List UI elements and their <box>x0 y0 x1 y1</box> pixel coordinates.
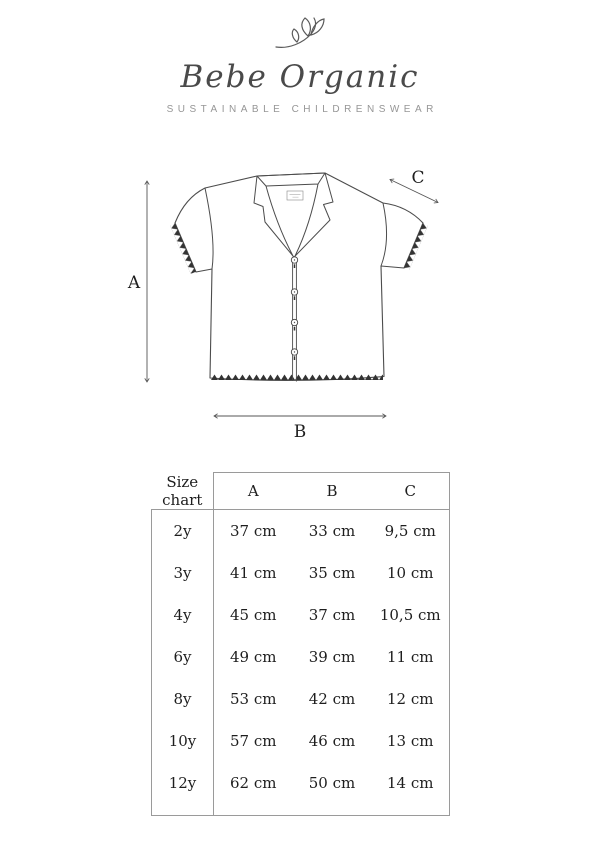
size-chart-table <box>151 472 450 816</box>
measure-label-a: A <box>127 273 141 293</box>
table-row <box>152 636 450 678</box>
measurement-cell-b: 50 cm <box>308 774 356 792</box>
column-header-a: A <box>214 473 293 510</box>
measurement-cell-c: 14 cm <box>372 762 450 804</box>
measurement-cell-b: 35 cm <box>308 564 356 582</box>
measurement-cell-b: 33 cm <box>308 522 356 540</box>
table-row <box>152 510 450 553</box>
measurement-cell-c: 10,5 cm <box>372 594 450 636</box>
size-chart-corner-label: Size chart <box>152 473 214 510</box>
measure-label-b: B <box>293 422 307 442</box>
size-cell: 3y <box>152 552 214 594</box>
size-cell: 12y <box>152 762 214 804</box>
measurement-cell-c: 9,5 cm <box>372 510 450 553</box>
measurement-cell-a: 57 cm <box>230 732 277 750</box>
measurement-cell-c: 13 cm <box>372 720 450 762</box>
brand-name: Bebe Organic <box>180 59 420 95</box>
measurement-cell-b: 39 cm <box>308 648 356 666</box>
measurement-cell-c: 12 cm <box>372 678 450 720</box>
measurement-cell-c: 11 cm <box>372 636 450 678</box>
table-row <box>152 594 450 636</box>
measurement-cell-a: 62 cm <box>230 774 277 792</box>
table-row <box>152 552 450 594</box>
table-spacer-row <box>152 804 450 816</box>
size-cell: 2y <box>152 510 214 553</box>
measurement-cell-a: 45 cm <box>230 606 277 624</box>
column-header-c: C <box>372 473 450 510</box>
measurement-cell-c: 10 cm <box>372 552 450 594</box>
brand-tagline: SUSTAINABLE CHILDRENSWEAR <box>166 104 438 115</box>
shirt-body-outline <box>175 173 423 380</box>
table-header-row <box>152 473 450 510</box>
size-cell: 4y <box>152 594 214 636</box>
size-cell: 10y <box>152 720 214 762</box>
hem-zigzag-trim <box>211 375 383 381</box>
measure-label-c: C <box>411 168 425 188</box>
shirt-drawing <box>170 173 428 382</box>
measurement-cell-a: 37 cm <box>230 522 277 540</box>
measurement-cell-a: 41 cm <box>230 564 277 582</box>
neck-label <box>287 191 303 200</box>
measurement-cell-b: 37 cm <box>308 606 356 624</box>
size-cell: 6y <box>152 636 214 678</box>
measurement-cell-b: 42 cm <box>308 690 356 708</box>
measurement-cell-a: 49 cm <box>230 648 277 666</box>
table-row <box>152 678 450 720</box>
column-header-b: B <box>293 473 372 510</box>
measurement-cell-a: 53 cm <box>230 690 277 708</box>
table-row <box>152 720 450 762</box>
measurement-cell-b: 46 cm <box>308 732 356 750</box>
size-cell: 8y <box>152 678 214 720</box>
table-row <box>152 762 450 804</box>
